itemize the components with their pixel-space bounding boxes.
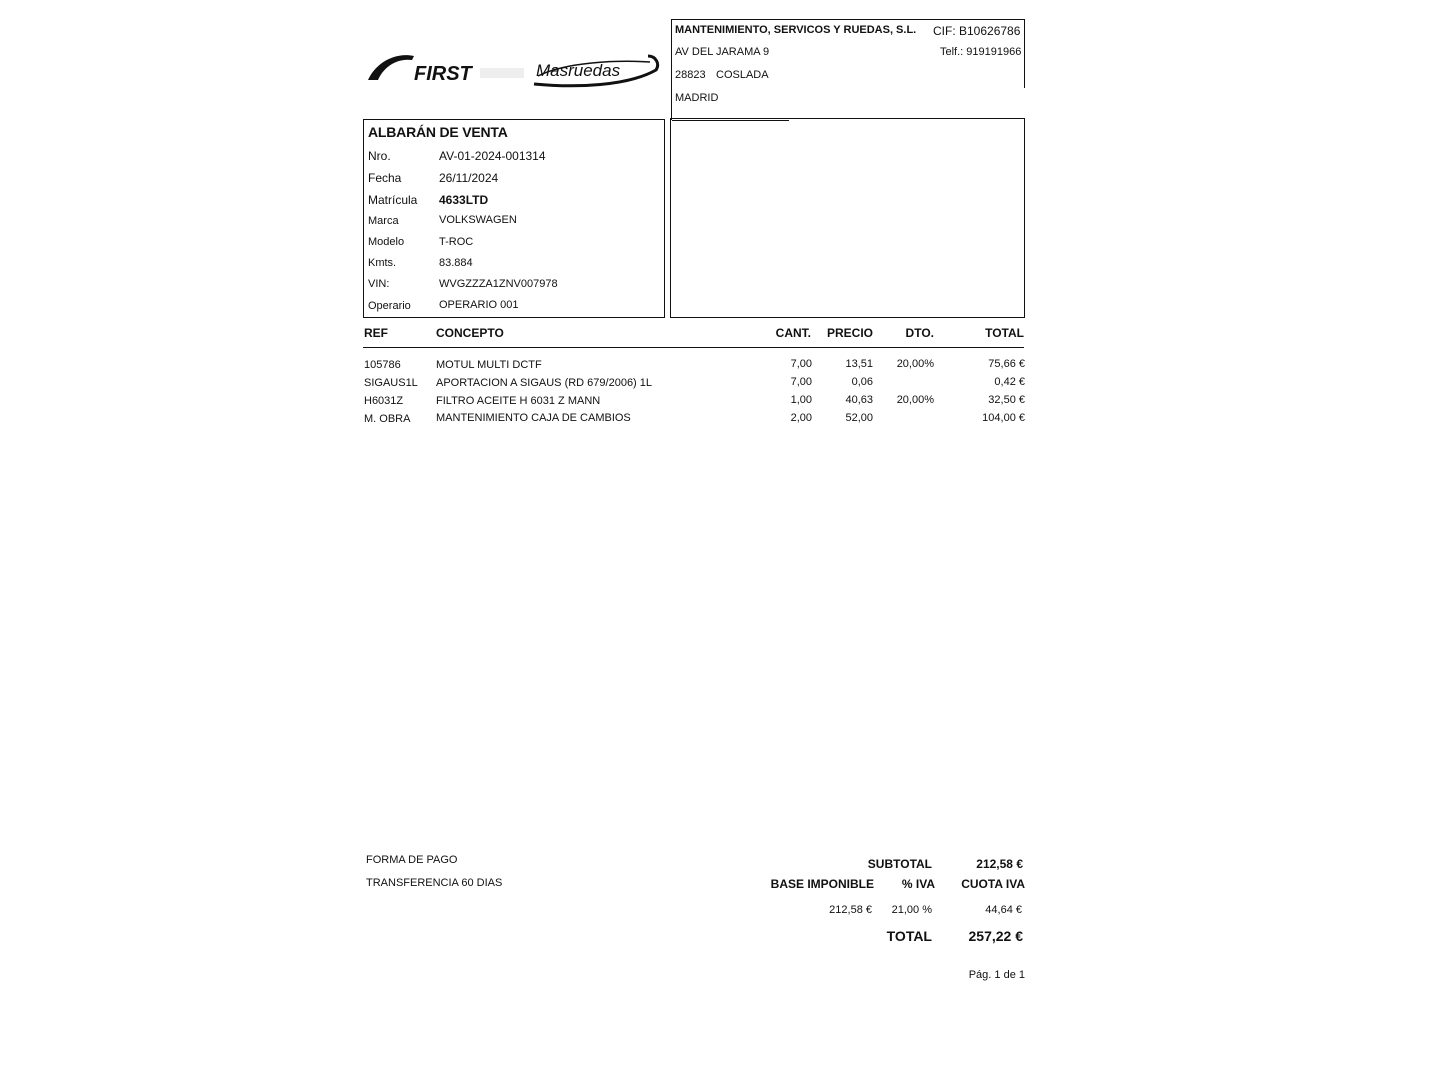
row-ref: 105786 (364, 359, 401, 371)
total-value: 257,22 € (968, 928, 1023, 944)
row-cant: 7,00 (790, 376, 812, 388)
field-label-kmts: Kmts. (368, 257, 397, 269)
albaran-title: ALBARÁN DE VENTA (368, 124, 508, 140)
field-value-kmts: 83.884 (439, 257, 473, 269)
company-postal-code: 28823 (675, 69, 706, 81)
base-imponible-label: BASE IMPONIBLE (770, 877, 874, 891)
client-box (670, 118, 1025, 318)
row-cant: 7,00 (790, 358, 812, 370)
field-label-nro: Nro. (368, 149, 391, 163)
field-label-fecha: Fecha (368, 171, 402, 185)
field-value-operario: OPERARIO 001 (439, 299, 519, 311)
subtotal-label: SUBTOTAL (867, 857, 932, 871)
row-precio: 52,00 (845, 412, 873, 424)
payment-label: FORMA DE PAGO (366, 854, 458, 866)
logo-graphic (366, 48, 662, 96)
field-label-modelo: Modelo (368, 236, 405, 248)
cuota-iva-label: CUOTA IVA (961, 877, 1025, 891)
total-label: TOTAL (886, 928, 932, 944)
company-name: MANTENIMIENTO, SERVICOS Y RUEDAS, S.L. (675, 24, 917, 36)
row-dto: 20,00% (896, 394, 934, 406)
row-concepto: APORTACION A SIGAUS (RD 679/2006) 1L (436, 377, 653, 389)
table-header-divider (363, 347, 1024, 348)
base-imponible-value: 212,58 € (829, 904, 872, 916)
iva-percent-value: 21,00 % (891, 904, 932, 916)
field-label-vin: VIN: (368, 278, 390, 290)
company-logo (366, 48, 662, 96)
field-label-matricula: Matrícula (368, 193, 418, 207)
cuota-iva-value: 44,64 € (985, 904, 1022, 916)
field-value-fecha: 26/11/2024 (439, 171, 499, 185)
field-value-marca: VOLKSWAGEN (439, 214, 517, 226)
logo-masruedas-text: Masruedas (536, 61, 621, 80)
company-city: COSLADA (716, 69, 769, 81)
field-value-nro: AV-01-2024-001314 (439, 149, 546, 163)
col-header-dto: DTO. (905, 326, 934, 340)
iva-percent-label: % IVA (901, 877, 935, 891)
row-precio: 13,51 (845, 358, 873, 370)
field-value-modelo: T-ROC (439, 236, 474, 248)
row-precio: 0,06 (851, 376, 873, 388)
row-dto: 20,00% (896, 358, 934, 370)
col-header-ref: REF (364, 326, 388, 340)
col-header-concepto: CONCEPTO (436, 326, 504, 340)
row-total: 104,00 € (982, 412, 1025, 424)
field-value-matricula: 4633LTD (439, 193, 489, 207)
row-concepto: MOTUL MULTI DCTF (436, 359, 542, 371)
row-precio: 40,63 (845, 394, 873, 406)
row-ref: M. OBRA (364, 413, 411, 425)
row-concepto: MANTENIMIENTO CAJA DE CAMBIOS (436, 412, 631, 424)
row-cant: 1,00 (790, 394, 812, 406)
row-ref: SIGAUS1L (364, 377, 418, 389)
row-total: 0,42 € (994, 376, 1025, 388)
logo-first-text: FIRST (414, 63, 472, 85)
field-label-operario: Operario (368, 300, 411, 312)
company-phone: Telf.: 919191966 (940, 46, 1022, 58)
row-total: 75,66 € (988, 358, 1025, 370)
row-ref: H6031Z (364, 395, 404, 407)
field-value-vin: WVGZZZA1ZNV007978 (439, 278, 558, 290)
company-province: MADRID (675, 92, 719, 104)
page-number: Pág. 1 de 1 (968, 969, 1025, 981)
col-header-precio: PRECIO (826, 326, 873, 340)
row-total: 32,50 € (988, 394, 1025, 406)
row-concepto: FILTRO ACEITE H 6031 Z MANN (436, 395, 601, 407)
subtotal-value: 212,58 € (976, 857, 1023, 871)
row-cant: 2,00 (790, 412, 812, 424)
col-header-total: TOTAL (985, 326, 1024, 340)
field-label-marca: Marca (368, 215, 399, 227)
col-header-cant: CANT. (775, 326, 811, 340)
payment-value: TRANSFERENCIA 60 DIAS (366, 877, 503, 889)
company-cif: CIF: B10626786 (933, 24, 1021, 38)
company-address: AV DEL JARAMA 9 (675, 46, 770, 58)
